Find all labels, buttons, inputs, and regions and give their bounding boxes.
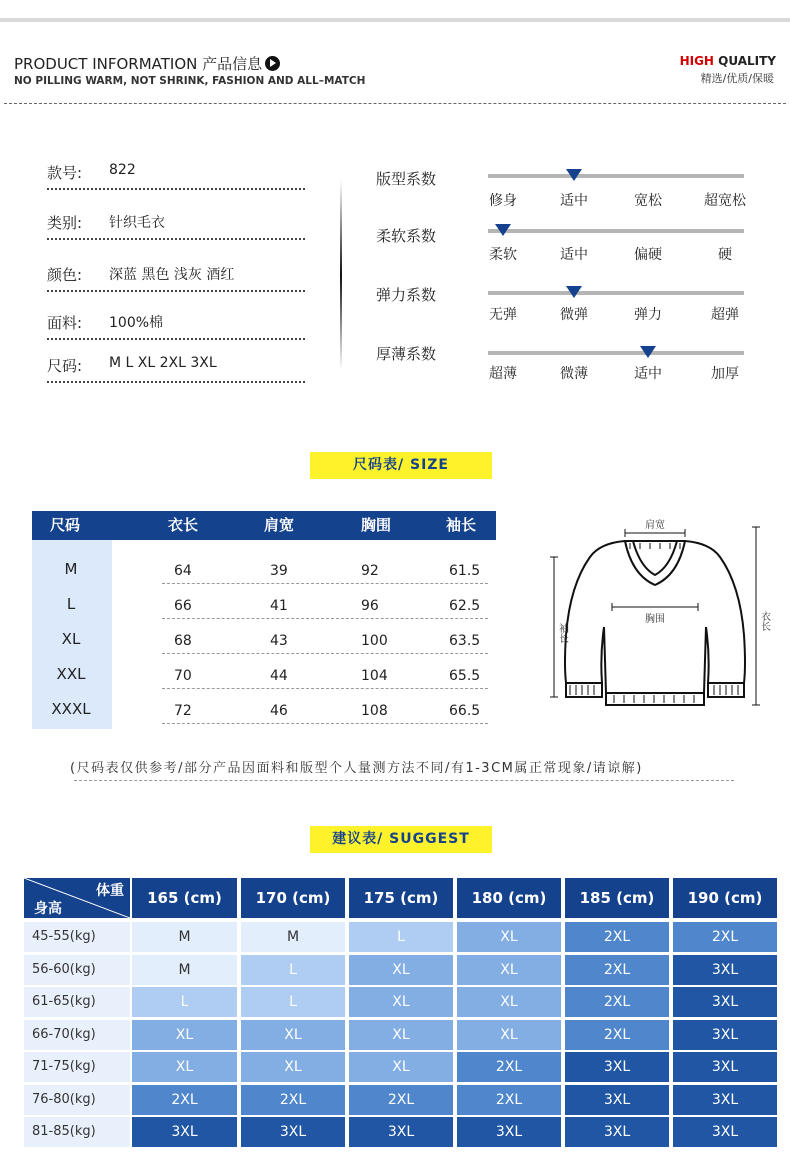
suggest-size-cell: M [132,955,237,985]
suggest-size-cell: 3XL [673,1052,777,1082]
scale-option: 无弹 [489,307,517,323]
suggest-size-cell: XL [349,955,453,985]
suggest-weight-label: 76-80(kg) [24,1085,130,1115]
spec-row-category [47,210,305,240]
suggest-size-cell: 2XL [565,987,669,1017]
suggest-weight-label: 56-60(kg) [24,955,130,985]
page-title-text: PRODUCT INFORMATION 产品信息 [14,55,263,73]
size-table-cell: 61.5 [449,563,481,579]
size-table-cell: 41 [270,598,288,614]
suggest-size-cell: 3XL [349,1117,453,1147]
suggest-size-cell: M [241,922,345,952]
quality-badge-red: HIGH [679,54,714,68]
suggest-size-cell: 2XL [349,1085,453,1115]
row-separator [162,583,488,584]
note-underline [74,780,734,781]
size-table-column-header: 衣长 [168,516,199,534]
spec-value: 100%棉 [109,315,164,331]
size-table-cell: 43 [270,633,288,649]
scale-option: 柔软 [489,247,517,263]
scale-marker-icon [566,169,582,181]
suggest-size-cell: 3XL [673,955,777,985]
size-table-cell: 46 [270,703,288,719]
spec-value: M L XL 2XL 3XL [109,355,217,371]
quality-badge-text: QUALITY [713,54,776,68]
scale-name: 柔软系数 [376,227,437,245]
suggest-size-cell: 3XL [673,987,777,1017]
suggest-size-cell: L [241,987,345,1017]
vertical-separator [340,180,342,370]
size-row-label: M [64,560,78,578]
suggest-size-cell: XL [349,1052,453,1082]
scale-option: 适中 [560,193,588,209]
suggest-table-label: 建议表/ SUGGEST [310,826,492,853]
size-table-cell: 104 [361,668,388,684]
size-table-cell: 66.5 [449,703,481,719]
size-note: (尺码表仅供参考/部分产品因面料和版型个人量测方法不同/有1-3CM属正常现象/请谅解) [70,761,643,776]
suggest-size-cell: 2XL [565,955,669,985]
scale-option: 宽松 [634,193,662,209]
suggest-size-cell: XL [457,987,561,1017]
corner-height-label: 身高 [34,901,62,917]
size-table-cell: 64 [174,563,192,579]
suggest-size-cell: 2XL [565,922,669,952]
suggest-size-cell: 3XL [241,1117,345,1147]
sweater-diagram [540,515,780,715]
suggest-size-cell: M [132,922,237,952]
suggest-height-header: 180 (cm) [455,878,561,918]
size-table-cell: 92 [361,563,379,579]
suggest-size-cell: XL [241,1020,345,1050]
size-table-cell: 62.5 [449,598,481,614]
suggest-size-cell: 2XL [565,1020,669,1050]
suggest-height-header: 170 (cm) [239,878,345,918]
scale-marker-icon [566,286,582,298]
scale-option: 修身 [489,193,517,209]
suggest-corner-header [24,878,130,918]
scale-option: 加厚 [711,366,739,382]
quality-badge [680,54,776,68]
scale-marker-icon [640,346,656,358]
suggest-size-cell: 3XL [565,1052,669,1082]
scale-option: 超宽松 [704,193,746,209]
scale-option: 适中 [634,366,662,382]
size-table-label: 尺码表/ SIZE [310,452,492,479]
row-separator [162,618,488,619]
size-table-cell: 39 [270,563,288,579]
spec-row-size [47,353,305,383]
suggest-size-cell: XL [457,955,561,985]
row-separator [162,723,488,724]
scale-option: 硬 [718,247,732,263]
scale-option: 弹力 [634,307,662,323]
spec-label: 款号: [47,164,83,182]
suggest-size-cell: XL [349,1020,453,1050]
scale-marker-icon [495,224,511,236]
suggest-size-cell: 3XL [565,1117,669,1147]
size-table-cell: 63.5 [449,633,481,649]
scale-option: 超薄 [489,366,517,382]
scale-track [488,291,744,295]
suggest-size-cell: 2XL [457,1085,561,1115]
scale-option: 微弹 [560,307,588,323]
size-table-column-header: 尺码 [50,516,81,534]
header-divider [4,103,786,104]
suggest-size-cell: 2XL [673,922,777,952]
play-icon [265,56,280,71]
suggest-height-header: 185 (cm) [563,878,669,918]
suggest-size-cell: 2XL [132,1085,237,1115]
suggest-height-header: 190 (cm) [671,878,777,918]
suggest-size-cell: XL [457,1020,561,1050]
spec-row-model [47,160,305,190]
suggest-size-cell: XL [349,987,453,1017]
suggest-size-cell: XL [132,1020,237,1050]
scale-track [488,229,744,233]
scale-option: 超弹 [711,307,739,323]
suggest-weight-label: 45-55(kg) [24,922,130,952]
size-table-column-header: 袖长 [446,516,477,534]
suggest-size-cell: 3XL [565,1085,669,1115]
size-table-cell: 70 [174,668,192,684]
corner-weight-label: 体重 [96,883,124,899]
suggest-size-cell: L [132,987,237,1017]
suggest-size-cell: 3XL [457,1117,561,1147]
suggest-height-header: 165 (cm) [130,878,237,918]
spec-label: 颜色: [47,266,83,284]
scale-name: 版型系数 [376,170,437,188]
quality-subtitle: 精选/优质/保暖 [700,72,774,85]
diagram-chest-label: 胸围 [645,614,665,625]
spec-row-color [47,262,305,292]
suggest-size-cell: 3XL [673,1117,777,1147]
size-row-label: L [66,595,76,613]
size-row-label: XXXL [51,700,91,718]
suggest-size-cell: 3XL [132,1117,237,1147]
page-title [14,53,280,74]
size-table-cell: 96 [361,598,379,614]
scale-name: 弹力系数 [376,286,437,304]
scale-name: 厚薄系数 [376,345,437,363]
size-table-cell: 65.5 [449,668,481,684]
size-table-cell: 100 [361,633,388,649]
suggest-size-cell: L [241,955,345,985]
spec-value: 针织毛衣 [109,215,165,231]
size-row-label: XXL [56,665,86,683]
size-table-cell: 66 [174,598,192,614]
suggest-weight-label: 61-65(kg) [24,987,130,1017]
row-separator [162,653,488,654]
scale-option: 偏硬 [634,247,662,263]
suggest-size-cell: XL [132,1052,237,1082]
diagram-length-label: 衣长 [758,611,770,631]
scale-option: 适中 [560,247,588,263]
spec-label: 尺码: [47,357,83,375]
spec-label: 面料: [47,314,83,332]
diagram-sleeve-label: 袖长 [556,623,568,643]
spec-value: 822 [109,162,136,178]
suggest-size-cell: 2XL [457,1052,561,1082]
size-table-cell: 68 [174,633,192,649]
size-table-cell: 72 [174,703,192,719]
row-separator [162,688,488,689]
suggest-size-cell: 2XL [241,1085,345,1115]
suggest-height-header: 175 (cm) [347,878,453,918]
suggest-weight-label: 66-70(kg) [24,1020,130,1050]
page-subtitle: NO PILLING WARM, NOT SHRINK, FASHION AND ALL–MATCH [14,75,366,87]
suggest-size-cell: XL [241,1052,345,1082]
spec-label: 类别: [47,214,83,232]
suggest-weight-label: 81-85(kg) [24,1117,130,1147]
scale-option: 微薄 [560,366,588,382]
scale-track [488,174,744,178]
suggest-size-cell: XL [457,922,561,952]
spec-value: 深蓝 黑色 浅灰 酒红 [109,267,235,283]
suggest-size-cell: L [349,922,453,952]
suggest-size-cell: 3XL [673,1020,777,1050]
size-row-label: XL [61,630,81,648]
size-table-cell: 44 [270,668,288,684]
diagram-shoulder-label: 肩宽 [645,520,665,531]
left-cuff [566,683,602,697]
suggest-size-cell: 3XL [673,1085,777,1115]
size-table-column-header: 肩宽 [264,516,295,534]
scale-track [488,351,744,355]
top-divider-bar [0,18,790,22]
size-table-cell: 108 [361,703,388,719]
hem-band [606,693,704,705]
size-table-column-header: 胸围 [361,516,392,534]
spec-row-fabric [47,310,305,340]
suggest-weight-label: 71-75(kg) [24,1052,130,1082]
